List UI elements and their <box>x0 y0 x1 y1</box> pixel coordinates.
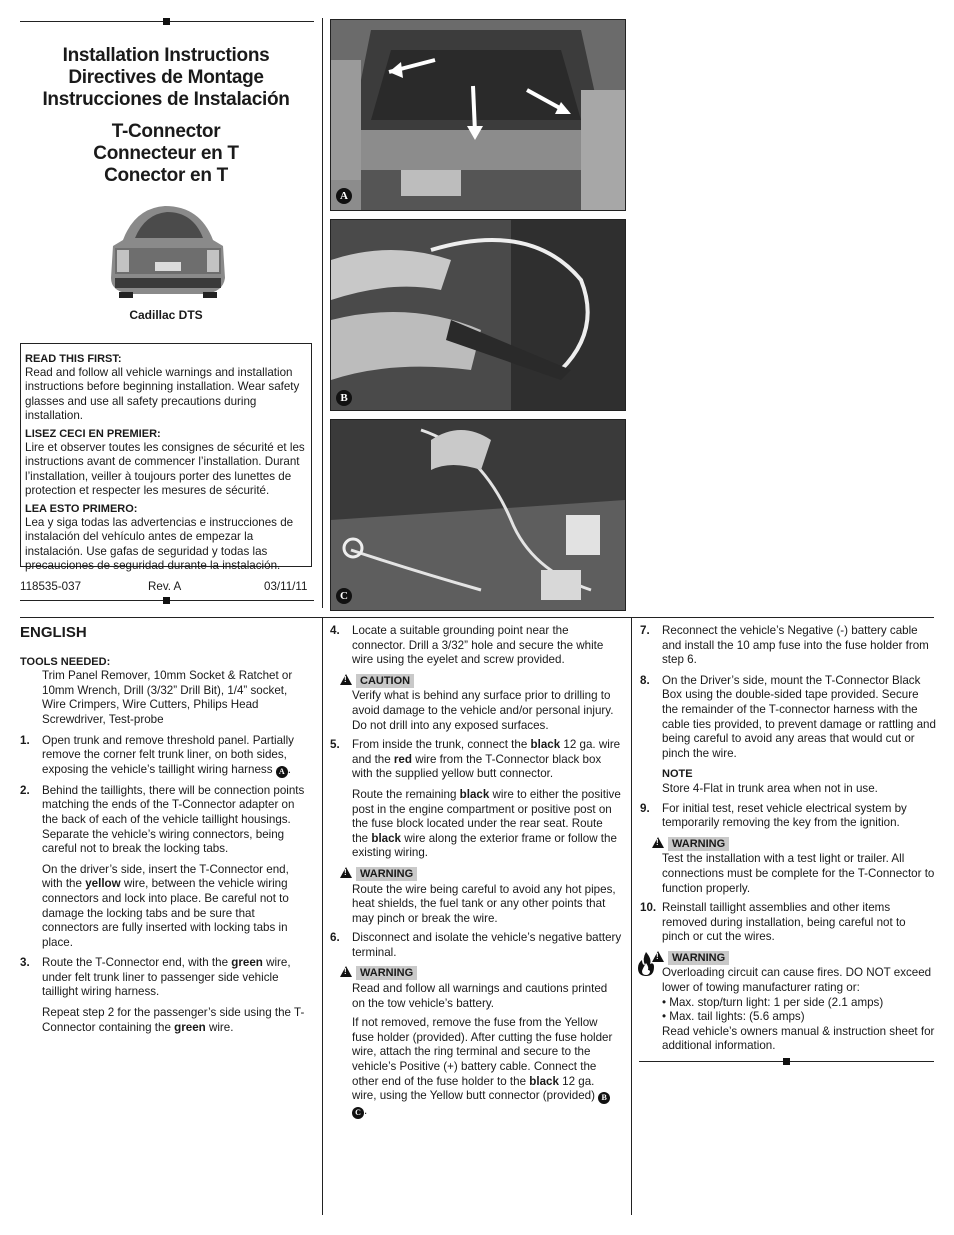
rule-marker <box>163 597 170 604</box>
step-5-detail <box>330 788 622 861</box>
text: Route the T-Connector end, with the <box>42 956 229 970</box>
warning-header <box>640 951 936 966</box>
wire-color: red <box>393 752 412 766</box>
wire-color: black <box>459 787 490 801</box>
photo-label-a: A <box>336 188 352 204</box>
product-es: Conector en T <box>104 165 228 186</box>
photo-label-c: C <box>336 588 352 604</box>
text: If not removed, remove the fuse from the Yellow fuse holder (provided). After cutting the fuse holder wire, attach the ring terminal and secure to the vehicle’s Positive (+) battery cable. Connect the other end of the fuse holder to the <box>352 1016 613 1088</box>
title-es: Instrucciones de Instalación <box>42 89 290 110</box>
text: Repeat step 2 for the passenger’s side using the T-Connector containing the <box>42 1006 305 1034</box>
read-first-box <box>20 343 312 572</box>
step-number: 3. <box>20 956 30 970</box>
product-en: T-Connector <box>111 121 221 142</box>
caution-header <box>330 674 622 689</box>
warning-text: Route the wire being careful to avoid any hot pipes, heat shields, the fuel tank or any other points that may pinch or break the wire. <box>352 882 616 925</box>
warning-label: WARNING <box>356 867 417 881</box>
step-5 <box>330 738 622 782</box>
photo-ref-b: B <box>598 1092 610 1104</box>
text: wire, under felt trunk liner to passenger side vehicle taillight wiring harness. <box>42 956 291 999</box>
photo-ref-c: C <box>352 1107 364 1119</box>
note-text: Store 4-Flat in trunk area when not in use. <box>662 781 878 795</box>
warning-footnote: Read vehicle’s owners manual & instruction sheet for additional information. <box>662 1024 935 1053</box>
step-number: 1. <box>20 733 30 747</box>
tools-list: Trim Panel Remover, 10mm Socket & Ratchet or 10mm Wrench, Drill (3/32” Drill Bit), 1/4” socket, Wire Crimpers, Wire Cutters, Philips Head Screwdriver, Test-probe <box>42 669 293 726</box>
photo-label-b: B <box>336 390 352 406</box>
text: wire to either the positive post in the engine compartment or positive post on the fuse block located under the rear seat. Route the <box>352 787 621 845</box>
wire-color: black <box>371 831 402 845</box>
photo-b-cutting-wire <box>330 219 626 411</box>
photo-ref-a: A <box>276 766 288 778</box>
wire-color: yellow <box>85 877 121 891</box>
warning-label: WARNING <box>668 837 729 851</box>
warning-triangle-icon <box>340 674 352 685</box>
step-2-detail <box>20 863 312 951</box>
caution-label: CAUTION <box>356 674 414 688</box>
step-text: For initial test, reset vehicle electrical system by temporarily removing the key from the ignition. <box>662 801 907 830</box>
read-first-heading-en: READ THIS FIRST: <box>25 353 122 365</box>
step-8 <box>640 674 936 762</box>
text: wire from the T-Connector black box with the supplied yellow butt connector. <box>352 752 602 781</box>
wire-color: black <box>530 738 561 752</box>
step-10 <box>640 901 936 945</box>
step-4 <box>330 624 622 668</box>
date: 03/11/11 <box>264 580 308 593</box>
step-6-detail: If not removed, remove the fuse from the Yellow fuse holder (provided). After cutting the fuse holder wire, attach the ring terminal and secure to the vehicle’s Positive (+) battery cable. Connect the other end of the fuse holder to the black 12 ga. wire, using the Yellow butt connector (provided) BC . <box>352 1016 613 1118</box>
tools-heading: TOOLS NEEDED: <box>20 655 111 668</box>
warning-header <box>640 837 936 852</box>
step-text: Reinstall taillight assemblies and other items removed during installation, being careful not to pinch or cut the wires. <box>662 901 906 944</box>
section-rule <box>20 617 934 618</box>
photo-a-trunk <box>330 19 626 211</box>
step-number: 9. <box>640 801 650 815</box>
step-3-detail <box>20 1006 312 1035</box>
read-first-text-en: Read and follow all vehicle warnings and installation instructions before beginning installation. Wear safety glasses and use all safety precautions during installation. <box>25 366 300 422</box>
warning-header <box>330 867 622 882</box>
text: 12 ga. wire and the <box>352 738 621 766</box>
wire-color: green <box>174 1020 206 1034</box>
title-block <box>20 45 312 187</box>
text: From inside the trunk, connect the <box>352 738 528 752</box>
warning-triangle-icon <box>340 966 352 977</box>
step-text: Open trunk and remove threshold panel. Partially remove the corner felt trunk liner, on both sides, exposing the vehicle’s taillight wiring harness <box>42 733 294 776</box>
step-6 <box>330 931 622 960</box>
column-3 <box>640 624 936 1054</box>
warning-triangle-icon <box>652 951 664 962</box>
warning-bullet: • Max. stop/turn light: 1 per side (2.1 amps) <box>662 995 884 1009</box>
step-number: 5. <box>330 738 340 752</box>
title-en: Installation Instructions <box>62 45 270 66</box>
language-heading: ENGLISH <box>20 624 87 641</box>
warning-label: WARNING <box>668 951 729 965</box>
step-number: 6. <box>330 931 340 945</box>
text: On the driver’s side, insert the T-Connector end, with the <box>42 862 289 891</box>
revision: Rev. A <box>148 580 182 593</box>
step-text: On the Driver’s side, mount the T-Connector Black Box using the double-sided tape provided. Secure the remainder of the T-connector harness with the cable ties provided, to prevent damage or rattling and being careful to avoid any areas that would cut or pinch the wire. <box>662 673 936 760</box>
step-text: Disconnect and isolate the vehicle’s negative battery terminal. <box>352 931 622 959</box>
step-9 <box>640 802 936 831</box>
text: wire, between the vehicle wiring connectors and lock into place. Be careful not to damage the locking tabs and be sure that connectors are fully inserted with locking tabs in place. <box>42 877 289 949</box>
step-text: Behind the taillights, there will be connection points matching the ends of the T-Connector adapter on the back of each of the vehicle taillight housings. Separate the vehicle’s wiring connectors, being careful not to break the locking tabs. <box>42 783 305 856</box>
wire-color: black <box>529 1074 559 1088</box>
part-number: 118535-037 <box>20 580 82 593</box>
step-number: 2. <box>20 783 30 797</box>
warning-text: Read and follow all warnings and cautions printed on the tow vehicle’s battery. <box>352 982 608 1010</box>
step-3 <box>20 956 312 1000</box>
step-7 <box>640 624 936 668</box>
step-text: Locate a suitable grounding point near the connector. Drill a 3/32” hole and secure the white wire using the eyelet and screw provided. <box>352 624 604 667</box>
read-first-heading-fr: LISEZ CECI EN PREMIER: <box>25 428 161 441</box>
step-2 <box>20 784 312 857</box>
warning-bullet: • Max. tail lights: (5.6 amps) <box>662 1010 805 1024</box>
warning-text: Overloading circuit can cause fires. DO NOT exceed lower of towing manufacturer rating or: <box>662 966 932 995</box>
product-fr: Connecteur en T <box>93 143 239 164</box>
column-divider-1 <box>322 617 323 1215</box>
vehicle-caption: Cadillac DTS <box>129 308 203 322</box>
warning-label: WARNING <box>356 966 417 980</box>
step-number: 10. <box>640 901 657 915</box>
wire-color: green <box>231 956 263 970</box>
column-divider-2 <box>631 617 632 1215</box>
text: Route the remaining <box>352 787 457 801</box>
text: wire along the exterior frame or follow the existing wiring. <box>352 831 617 860</box>
rule-marker <box>163 18 170 25</box>
text: wire. <box>208 1020 234 1034</box>
step-1: 1. Open trunk and remove threshold panel. Partially remove the corner felt trunk liner, on both sides, exposing the vehicle’s taillight wiring harness A . <box>20 733 294 776</box>
vehicle-image <box>105 200 231 300</box>
step-number: 7. <box>640 624 650 637</box>
text: 12 ga. wire, using the Yellow butt connector (provided) <box>352 1074 595 1103</box>
read-first-text-fr: Lire et observer toutes les consignes de sécurité et les instructions avant de commencer l’installation. Durant l’installation, veiller à toujours porter des lunettes de protection et respecter les mesures de sécurité. <box>25 441 305 497</box>
title-fr: Directives de Montage <box>68 67 264 88</box>
note-heading: NOTE <box>662 768 693 781</box>
caution-text: Verify what is behind any surface prior to drilling to avoid damage to the vehicle and/or personal injury. Do not drill into any exposed surfaces. <box>352 689 614 732</box>
step-text: Reconnect the vehicle’s Negative (-) battery cable and install the 10 amp fuse into the fuse holder from step 6. <box>662 624 929 667</box>
column-divider-top <box>322 18 323 608</box>
read-first-text-es: Lea y siga todas las advertencias e instrucciones de instalación del vehículo antes de empezar la instalación. Use gafas de seguridad y todas las precauciones de seguridad durante la instalación. <box>25 516 294 572</box>
column-2 <box>330 624 622 1125</box>
warning-triangle-icon <box>652 837 664 848</box>
photo-c-fuse-holder <box>330 419 626 611</box>
warning-header <box>330 966 622 981</box>
column-1 <box>20 626 312 1041</box>
step-number: 8. <box>640 673 650 687</box>
rule-marker <box>783 1058 790 1065</box>
step-number: 4. <box>330 624 340 637</box>
warning-triangle-icon <box>340 867 352 878</box>
read-first-heading-es: LEA ESTO PRIMERO: <box>25 503 138 516</box>
warning-text: Test the installation with a test light or trailer. All connections must be complete for the T-Connector to function properly. <box>662 852 935 895</box>
